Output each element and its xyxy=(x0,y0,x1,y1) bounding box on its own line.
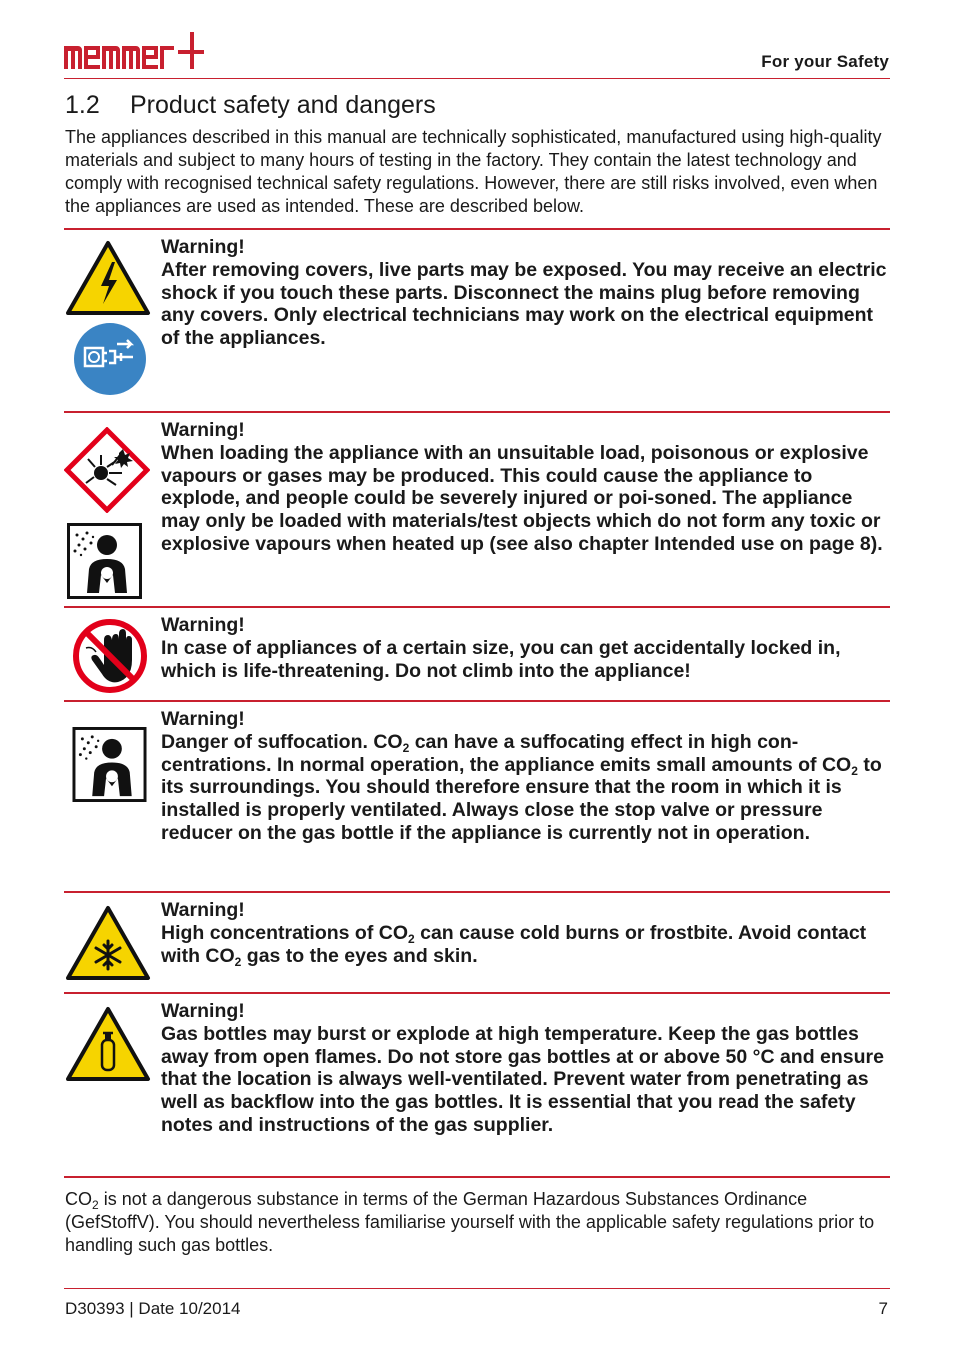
warning-body: Gas bottles may burst or explode at high temperature. Keep the gas bottles away from open flames. Do not store gas bottles at or above 50 °C and ensure that the location is always well-ventilated. Prevent water from penetrating as well as backflow into the gas bottles. It is essential that you read the safety notes and instructions of the gas supplier. xyxy=(161,1022,884,1136)
warning-text xyxy=(161,608,890,700)
warning-electric-shock xyxy=(64,228,890,411)
low-temperature-warning-icon xyxy=(65,905,151,981)
warning-explosive-vapours xyxy=(64,411,890,606)
text-segment: can have a suffocating effect in high con-centrations. In normal operation, the appliance emits small amounts of CO xyxy=(161,730,852,776)
warning-locked-in xyxy=(64,606,890,700)
toxic-vapour-icon xyxy=(67,523,142,599)
subscript: 2 xyxy=(408,931,415,946)
warning-icons xyxy=(64,893,161,992)
text-segment: CO xyxy=(65,1189,92,1209)
warnings-list xyxy=(64,228,890,1178)
text-segment: High concentrations of CO xyxy=(161,921,409,944)
page-number: 7 xyxy=(878,1299,888,1318)
warning-icons xyxy=(64,230,161,411)
section-title: Product safety and dangers xyxy=(130,91,436,119)
warning-body: When loading the appliance with an unsuitable load, poisonous or explosive vapours or gases may be produced. This could cause the appliance to explode, and people could be severely injured or poi-soned. The appliance may only be loaded with materials/test objects which do not form any toxic or explosive vapours when heated up (see also chapter Intended use on page 8). xyxy=(161,441,883,555)
warning-icons xyxy=(64,994,161,1176)
subscript: 2 xyxy=(92,1198,99,1212)
warning-text xyxy=(161,893,890,992)
warning-gas-bottles xyxy=(64,992,890,1178)
warning-heading: Warning! xyxy=(161,614,245,636)
subscript: 2 xyxy=(851,763,858,778)
warning-cold-burns xyxy=(64,891,890,992)
intro-paragraph: The appliances described in this manual are technically sophisticated, manufactured using high-quality materials and subject to many hours of testing in the factory. They contain the latest technology and comply with recognised technical safety regulations. However, there are still risks involved, even when the appliances are used as intended. These are described below. xyxy=(65,127,882,216)
text-segment: is not a dangerous substance in terms of the German Hazardous Substances Ordinance (GefStoffV). You should nevertheless familiarise yourself with the applicable safety regulations prior to handling such gas bottles. xyxy=(65,1189,875,1255)
warning-icons xyxy=(64,702,161,891)
explosive-hazard-icon xyxy=(64,427,150,513)
warning-heading: Warning! xyxy=(161,1000,245,1022)
disconnect-mains-plug-icon xyxy=(73,322,147,396)
warning-heading: Warning! xyxy=(161,708,245,730)
text-segment: Danger of suffocation. CO xyxy=(161,730,403,753)
do-not-enter-icon xyxy=(72,618,148,694)
electric-shock-warning-icon xyxy=(65,240,151,316)
warning-body xyxy=(161,731,890,845)
warning-heading: Warning! xyxy=(161,419,245,441)
subscript: 2 xyxy=(234,954,242,969)
warning-text xyxy=(161,702,890,891)
section-number: 1.2 xyxy=(65,91,100,119)
section-heading xyxy=(65,91,436,120)
warning-suffocation xyxy=(64,700,890,891)
text-segment: gas to the eyes and skin. xyxy=(241,944,478,967)
footer-doc-info: D30393 | Date 10/2014 xyxy=(65,1299,241,1318)
warning-text xyxy=(161,994,890,1176)
header-rule xyxy=(64,78,890,79)
gas-cylinder-warning-icon xyxy=(65,1006,151,1082)
warning-heading: Warning! xyxy=(161,899,245,921)
subscript: 2 xyxy=(402,740,410,755)
warning-body xyxy=(161,922,890,968)
header-section-label: For your Safety xyxy=(761,52,889,71)
text-segment: can cause cold burns or frostbite. Avoid contact with CO xyxy=(161,921,867,967)
warning-icons xyxy=(64,608,161,700)
warning-body: In case of appliances of a certain size, you can get accidentally locked in, which is life-threatening. Do not climb into the appliance! xyxy=(161,636,841,682)
memmert-logo xyxy=(64,32,216,72)
suffocation-hazard-icon xyxy=(72,727,147,802)
text-segment: to its surroundings. You should therefore ensure that the room in which it is installed is properly ventilated. Always close the stop valve or pressure reducer on the gas bottle if the appliance is currently not in operation. xyxy=(161,753,882,844)
co2-note xyxy=(65,1188,895,1257)
warning-body: After removing covers, live parts may be exposed. You may receive an electric shock if you touch these parts. Disconnect the mains plug before removing any covers. Only electrical technicians may work on the electrical equipment of the appliances. xyxy=(161,258,887,350)
warning-text xyxy=(161,230,890,411)
warning-icons xyxy=(64,413,161,606)
warning-text xyxy=(161,413,890,606)
warning-heading: Warning! xyxy=(161,236,245,258)
footer-rule xyxy=(64,1288,890,1289)
